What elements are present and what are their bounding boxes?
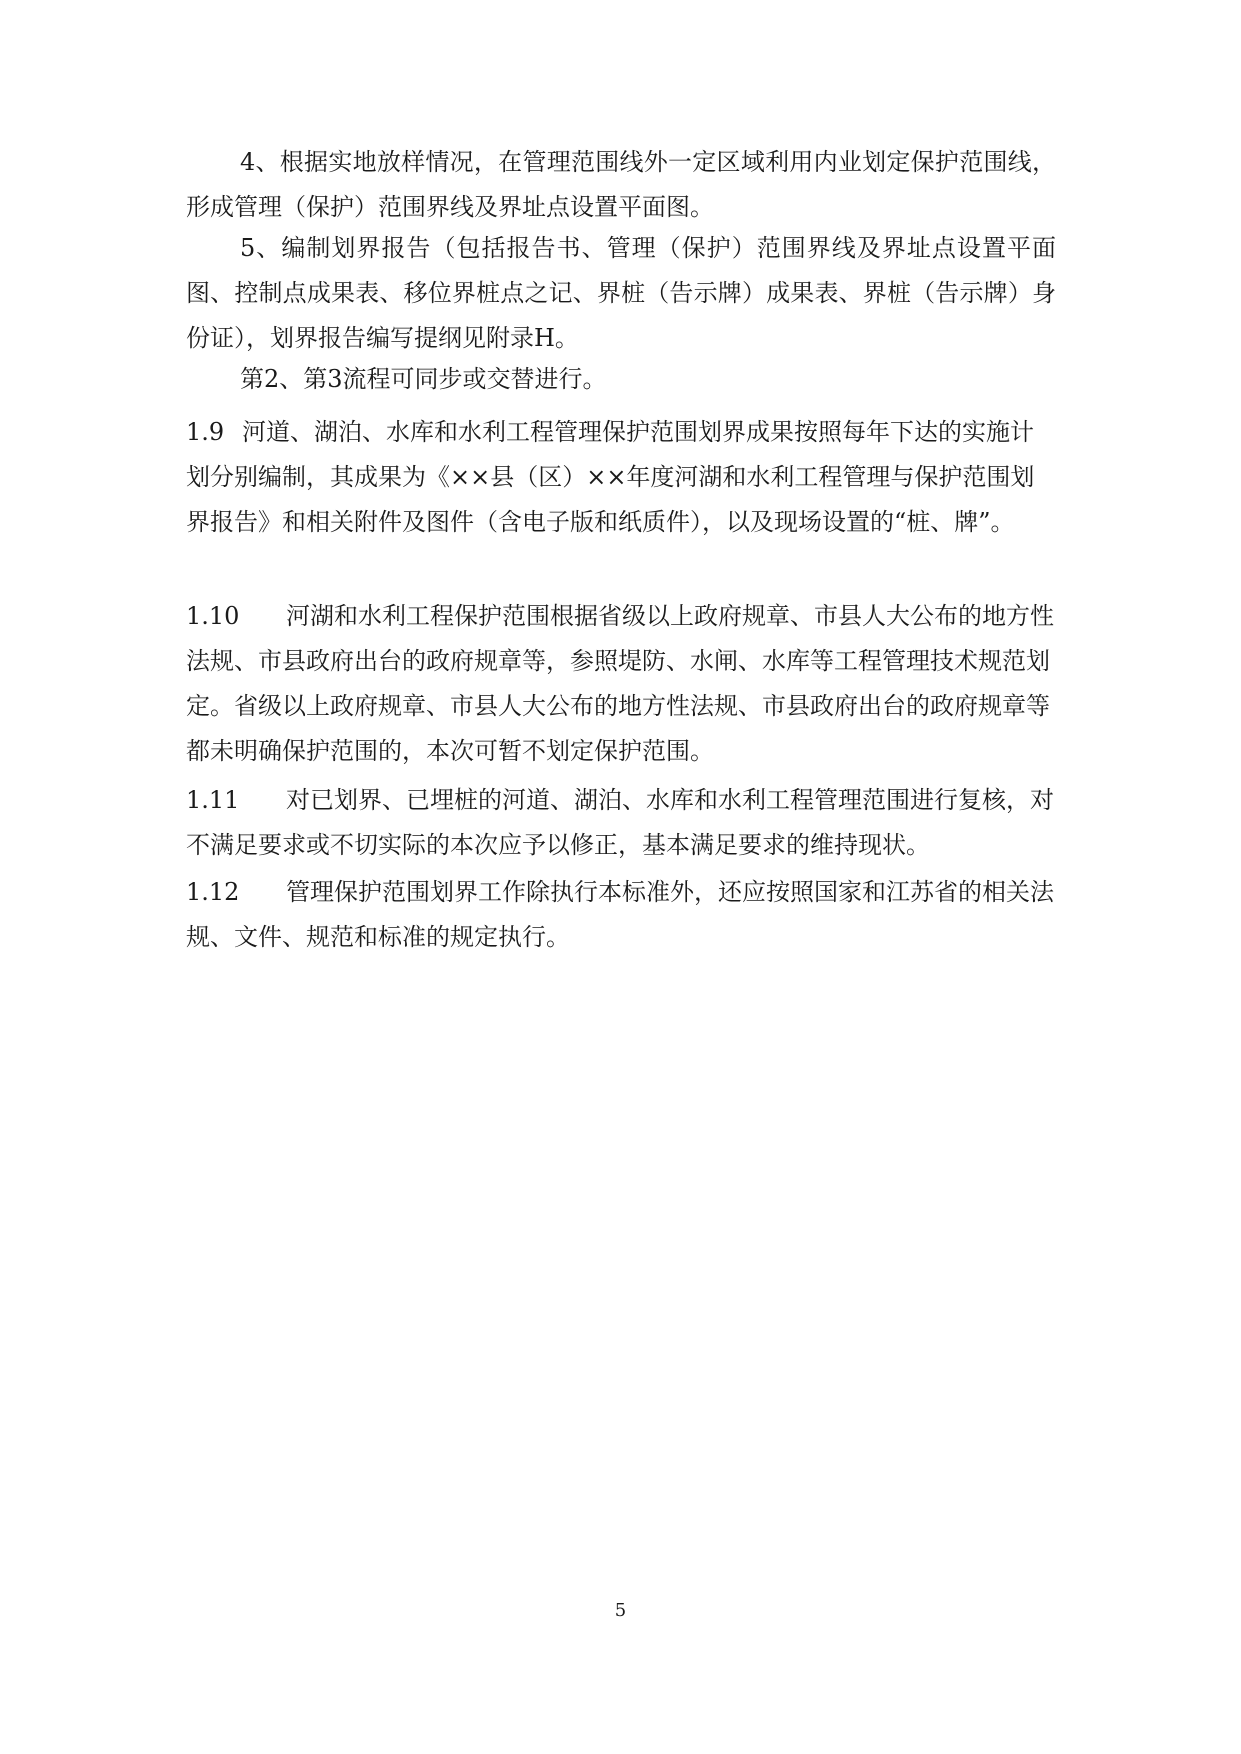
clause-number: 1.9 [186, 418, 225, 446]
step-5-paragraph: 5、编制划界报告（包括报告书、管理（保护）范围界线及界址点设置平面图、控制点成果表、移位界桩点之记、界桩（告示牌）成果表、界桩（告示牌）身份证），划界报告编写提纲见附录H。 [186, 234, 1056, 352]
step-4-paragraph: 4、根据实地放样情况，在管理范围线外一定区域利用内业划定保护范围线，形成管理（保护）范围界线及界址点设置平面图。 [186, 148, 1056, 221]
step-note-paragraph: 第2、第3流程可同步或交替进行。 [240, 365, 607, 393]
clause-number: 1.12 [186, 878, 240, 906]
clause-1-10 [186, 594, 1056, 774]
clause-number: 1.10 [186, 602, 240, 630]
clause-1-11 [186, 778, 1056, 868]
clause-1-9 [186, 410, 1056, 545]
page-number: 5 [614, 1600, 627, 1621]
clause-text: 河道、湖泊、水库和水利工程管理保护范围划界成果按照每年下达的实施计划分别编制，其成果为《××县（区）××年度河湖和水利工程管理与保护范围划界报告》和相关附件及图件（含电子版和纸质件），以及现场设置的“桩、牌”。 [186, 418, 1035, 536]
clause-text: 河湖和水利工程保护范围根据省级以上政府规章、市县人大公布的地方性法规、市县政府出台的政府规章等，参照堤防、水闸、水库等工程管理技术规范划定。省级以上政府规章、市县人大公布的地方性法规、市县政府出台的政府规章等都未明确保护范围的，本次可暂不划定保护范围。 [186, 602, 1054, 765]
clause-number: 1.11 [186, 786, 240, 814]
clause-text: 对已划界、已埋桩的河道、湖泊、水库和水利工程管理范围进行复核，对不满足要求或不切实际的本次应予以修正，基本满足要求的维持现状。 [186, 786, 1054, 859]
clause-1-12 [186, 870, 1056, 960]
clause-text: 管理保护范围划界工作除执行本标准外，还应按照国家和江苏省的相关法规、文件、规范和标准的规定执行。 [186, 878, 1054, 951]
